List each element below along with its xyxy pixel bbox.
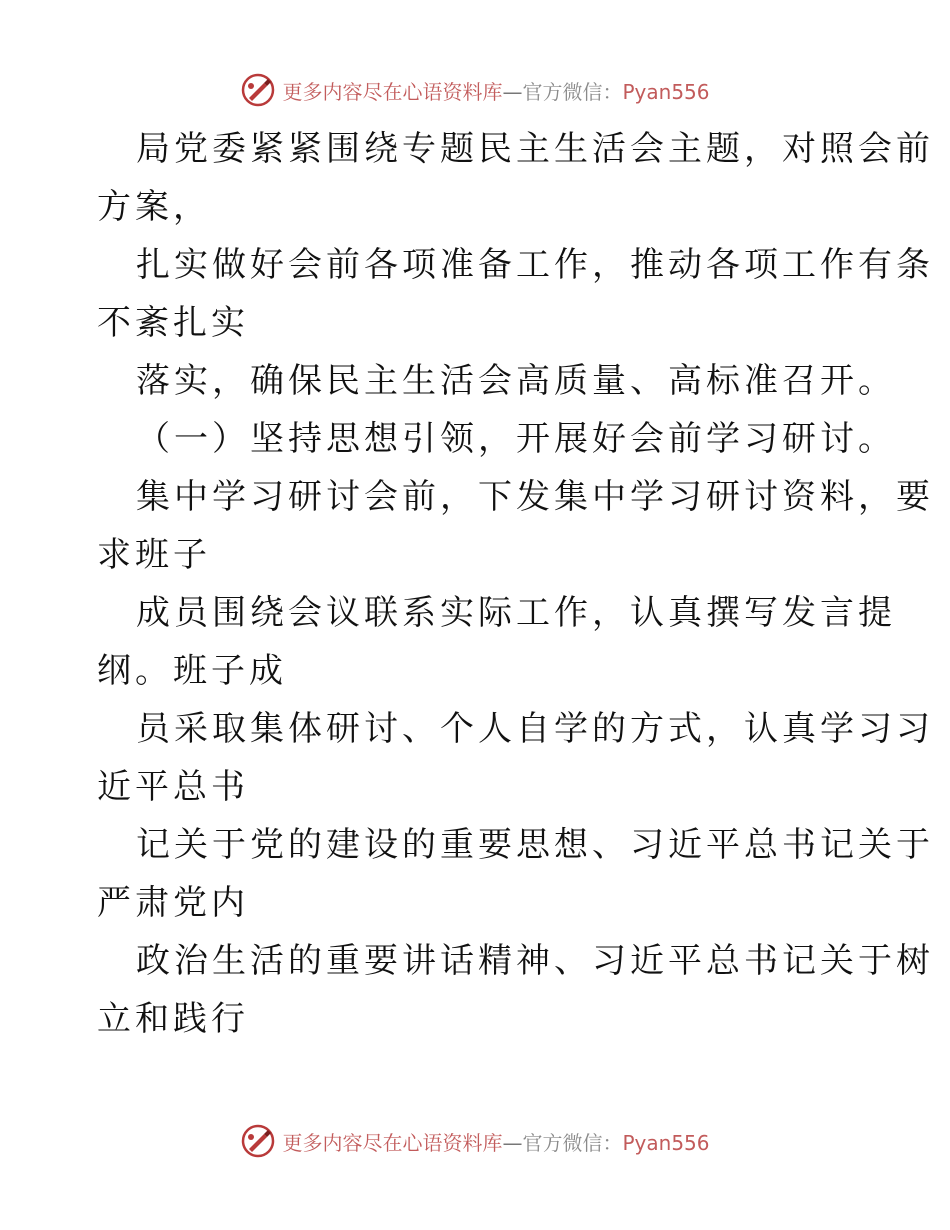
paragraph-line: 近平总书	[97, 767, 249, 807]
footer-watermark	[0, 1121, 950, 1161]
section-heading: （一）坚持思想引领，开展好会前学习研讨。	[136, 419, 896, 459]
watermark-separator: —	[502, 1130, 523, 1155]
paragraph-line: 政治生活的重要讲话精神、习近平总书记关于树	[136, 941, 934, 981]
paragraph-line: 集中学习研讨会前，下发集中学习研讨资料，要	[136, 477, 934, 517]
document-body	[97, 120, 934, 1048]
paragraph-line: 局党委紧紧围绕专题民主生活会主题，对照会前	[136, 129, 934, 169]
paragraph-line: 扎实做好会前各项准备工作，推动各项工作有条	[136, 245, 934, 285]
watermark-text	[282, 1127, 709, 1156]
paragraph-line: 落实，确保民主生活会高质量、高标准召开。	[136, 361, 896, 401]
watermark-separator: —	[502, 79, 523, 104]
paragraph-line: 员采取集体研讨、个人自学的方式，认真学习习	[136, 709, 934, 749]
pen-logo-icon	[240, 1123, 276, 1159]
paragraph-line: 立和践行	[97, 999, 249, 1039]
paragraph-line: 严肃党内	[97, 883, 249, 923]
watermark-wechat-label: 官方微信：	[522, 79, 623, 104]
paragraph-line: 记关于党的建设的重要思想、习近平总书记关于	[136, 825, 934, 865]
watermark-wechat-id: Pyan556	[622, 79, 710, 104]
watermark-text	[282, 76, 709, 105]
watermark-site-text: 更多内容尽在心语资料库	[282, 79, 503, 104]
watermark-site-text: 更多内容尽在心语资料库	[282, 1130, 503, 1155]
header-watermark	[0, 70, 950, 110]
paragraph-line: 纲。班子成	[97, 651, 287, 691]
watermark-wechat-id: Pyan556	[622, 1130, 710, 1155]
watermark-wechat-label: 官方微信：	[522, 1130, 623, 1155]
pen-logo-icon	[240, 72, 276, 108]
paragraph-line: 求班子	[97, 535, 211, 575]
paragraph-line: 不紊扎实	[97, 303, 249, 343]
paragraph-line: 方案，	[97, 187, 211, 227]
paragraph-line: 成员围绕会议联系实际工作，认真撰写发言提	[136, 593, 896, 633]
